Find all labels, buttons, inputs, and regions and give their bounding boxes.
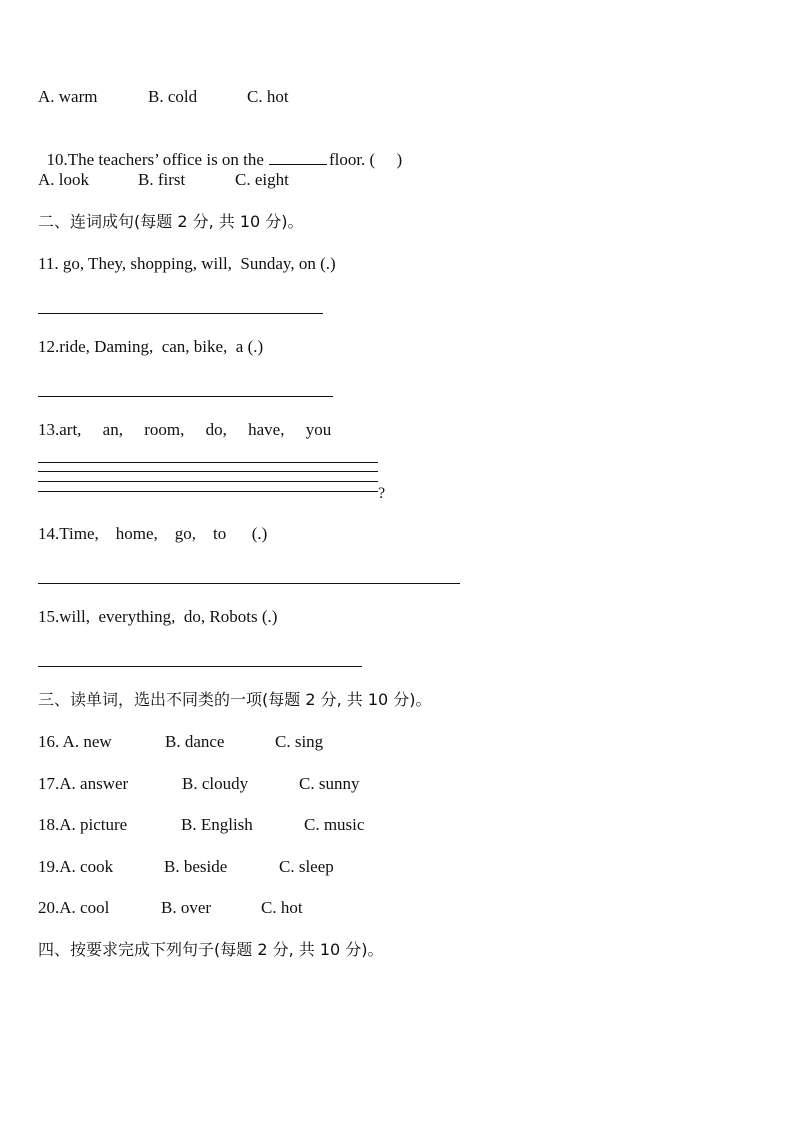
q10-text-before: 10.The teachers’ office is on the bbox=[46, 150, 264, 169]
q15-words: 15.will, everything, do, Robots (.) bbox=[38, 607, 278, 626]
q18-option-c: C. music bbox=[304, 815, 365, 834]
q20-option-c: C. hot bbox=[261, 898, 303, 917]
q19-option-b: B. beside bbox=[164, 857, 228, 876]
q17-option-b: B. cloudy bbox=[182, 774, 249, 793]
q12-words: 12.ride, Daming, can, bike, a (.) bbox=[38, 337, 264, 356]
q9-option-a: A. warm bbox=[38, 87, 98, 106]
q11-answer-line[interactable] bbox=[38, 313, 323, 314]
q10-option-c: C. eight bbox=[235, 170, 289, 189]
q10-question bbox=[38, 129, 402, 170]
q13-answer-line-1[interactable] bbox=[38, 462, 378, 463]
section2-title: 二、连词成句(每题 2 分, 共 10 分)。 bbox=[38, 212, 304, 231]
q12-answer-line[interactable] bbox=[38, 396, 333, 397]
section4-title: 四、按要求完成下列句子(每题 2 分, 共 10 分)。 bbox=[38, 940, 384, 959]
q16-option-b: B. dance bbox=[165, 732, 225, 751]
q10-option-a: A. look bbox=[38, 170, 89, 189]
q17-option-c: C. sunny bbox=[299, 774, 360, 793]
q10-blank[interactable] bbox=[269, 149, 327, 165]
q10-option-b: B. first bbox=[138, 170, 186, 189]
q19-option-c: C. sleep bbox=[279, 857, 334, 876]
q16-option-c: C. sing bbox=[275, 732, 324, 751]
q18-option-b: B. English bbox=[181, 815, 253, 834]
q13-words: 13.art, an, room, do, have, you bbox=[38, 420, 332, 439]
q20-option-b: B. over bbox=[161, 898, 212, 917]
q17-option-a: 17.A. answer bbox=[38, 774, 129, 793]
q9-option-c: C. hot bbox=[247, 87, 289, 106]
q9-option-b: B. cold bbox=[148, 87, 198, 106]
q15-answer-line[interactable] bbox=[38, 666, 362, 667]
q13-answer-line-3[interactable] bbox=[38, 481, 378, 482]
q14-words: 14.Time, home, go, to (.) bbox=[38, 524, 268, 543]
q11-words: 11. go, They, shopping, will, Sunday, on (.) bbox=[38, 254, 336, 273]
q14-answer-line[interactable] bbox=[38, 583, 460, 584]
q18-option-a: 18.A. picture bbox=[38, 815, 128, 834]
q20-option-a: 20.A. cool bbox=[38, 898, 110, 917]
q13-answer-line-4[interactable] bbox=[38, 491, 378, 492]
q10-text-after: floor. ( ) bbox=[328, 150, 403, 169]
section3-title: 三、读单词，选出不同类的一项(每题 2 分, 共 10 分)。 bbox=[38, 690, 432, 709]
q16-option-a: 16. A. new bbox=[38, 732, 112, 751]
q13-question-mark: ? bbox=[378, 485, 386, 502]
q19-option-a: 19.A. cook bbox=[38, 857, 114, 876]
q13-answer-line-2[interactable] bbox=[38, 471, 378, 472]
